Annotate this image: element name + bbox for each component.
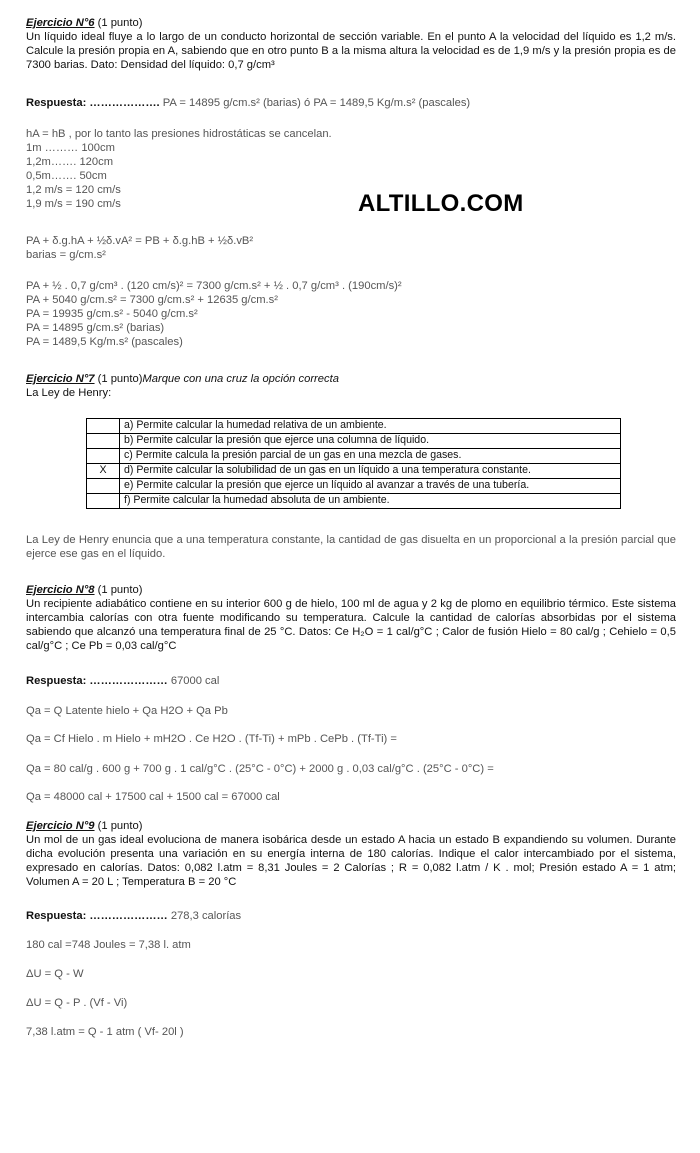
option-mark[interactable]: [87, 449, 120, 464]
ex6-conv-3: 1,2 m/s = 120 cm/s: [26, 184, 121, 196]
exercise-8: [26, 583, 676, 653]
ex6-step-2: PA = 19935 g/cm.s² - 5040 g/cm.s²: [26, 308, 198, 320]
ex8-line-1-wrap: [26, 732, 397, 746]
ex7-explanation: La Ley de Henry enuncia que a una temperatura constante, la cantidad de gas disuelta en un proporcional a la presión parcial que ejerce ese gas en el líquido.: [26, 534, 676, 560]
ex6-bernoulli-block: [26, 234, 253, 262]
ex6-units: barias = g/cm.s²: [26, 249, 106, 261]
ex8-line-2: Qa = 80 cal/g . 600 g + 700 g . 1 cal/g°C . (25°C - 0°C) + 2000 g . 0,03 cal/g°C . (25°C - 0°C) =: [26, 763, 494, 775]
exercise-9: [26, 819, 676, 889]
ex9-points: (1 punto): [97, 820, 143, 832]
ex8-answer-label: Respuesta: …………………: [26, 675, 168, 687]
ex8-line-2-wrap: [26, 762, 494, 776]
option-row[interactable]: [87, 449, 621, 464]
ex9-line-2-wrap: [26, 996, 127, 1010]
ex6-statement: Un líquido ideal fluye a lo largo de un conducto horizontal de sección variable. En el punto A la velocidad del líquido es 1,2 m/s. Calcule la presión propia en A, sabiendo que en otro punto B a la misma altura la velocidad es de 1,9 m/s y la presión propia es de 7300 barias. Dato: Densidad del líquido: 0,7 g/cm³: [26, 31, 676, 71]
ex8-line-3-wrap: [26, 790, 280, 804]
option-mark[interactable]: [87, 479, 120, 494]
option-mark[interactable]: [87, 494, 120, 509]
ex6-points: (1 punto): [97, 17, 143, 29]
ex6-working: [26, 127, 332, 211]
ex6-step-0: PA + ½ . 0,7 g/cm³ . (120 cm/s)² = 7300 g/cm.s² + ½ . 0,7 g/cm³ . (190cm/s)²: [26, 280, 402, 292]
watermark: ALTILLO.COM: [358, 190, 524, 217]
ex7-points: (1 punto): [97, 373, 143, 385]
option-text: c) Permite calcula la presión parcial de un gas en una mezcla de gases.: [120, 449, 621, 464]
ex8-title: Ejercicio N°8: [26, 584, 95, 596]
option-text: f) Permite calcular la humedad absoluta de un ambiente.: [120, 494, 621, 509]
ex6-steps: [26, 279, 402, 349]
ex9-line-2: ΔU = Q - P . (Vf - Vi): [26, 997, 128, 1009]
ex7-explanation-block: [26, 533, 676, 561]
ex6-conv-0: 1m ……… 100cm: [26, 142, 115, 154]
ex9-title: Ejercicio N°9: [26, 820, 95, 832]
ex7-instruction: Marque con una cruz la opción correcta: [142, 373, 339, 385]
ex7-options-table-wrap: [26, 418, 676, 509]
option-text: e) Permite calcular la presión que ejerce un líquido al avanzar a través de una tubería.: [120, 479, 621, 494]
ex8-line-0-wrap: [26, 704, 228, 718]
ex6-title: Ejercicio N°6: [26, 17, 95, 29]
ex9-line-3-wrap: [26, 1025, 184, 1039]
ex8-statement: Un recipiente adiabático contiene en su interior 600 g de hielo, 100 ml de agua y 2 kg de plomo en equilibrio térmico. Este sistema intercambia calorías con otra fuente modificando su temperatura. Calcule la cantidad de calorías absorbidas por el sistema sabiendo que alcanzó una temperatura final de 25 °C. Datos: Ce H₂O = 1 cal/g°C ; Calor de fusión Hielo = 80 cal/g ; Cehielo = 0,5 cal/g°C ; Ce Pb = 0,03 cal/g°C: [26, 598, 676, 652]
ex6-answer-label: Respuesta: ……………….: [26, 97, 160, 109]
ex8-answer: [26, 674, 219, 688]
option-mark[interactable]: [87, 434, 120, 449]
ex9-statement: Un mol de un gas ideal evoluciona de manera isobárica desde un estado A hacia un estado B expandiendo su volumen. Durante dicha evolución presenta una variación en su energía interna de 180 calorías. Indique el calor intercambiado por el sistema, expresado en calorías. Datos: 0,082 l.atm = 8,31 Joules = 2 Calorías ; R = 0,082 l.atm / K . mol; Presión estado A = 1 atm; Volumen A = 20 L ; Temperatura B = 20 °C: [26, 834, 676, 888]
option-text: b) Permite calcular la presión que ejerce una columna de líquido.: [120, 434, 621, 449]
option-row[interactable]: [87, 494, 621, 509]
ex8-points: (1 punto): [97, 584, 143, 596]
ex9-answer: [26, 909, 241, 923]
ex9-line-0: 180 cal =748 Joules = 7,38 l. atm: [26, 939, 191, 951]
ex6-h-line: hA = hB , por lo tanto las presiones hidrostáticas se cancelan.: [26, 128, 332, 140]
option-row[interactable]: [87, 434, 621, 449]
ex8-line-1: Qa = Cf Hielo . m Hielo + mH2O . Ce H2O . (Tf-Ti) + mPb . CePb . (Tf-Ti) =: [26, 733, 397, 745]
ex9-line-0-wrap: [26, 938, 191, 952]
ex6-conv-2: 0,5m……. 50cm: [26, 170, 107, 182]
ex6-answer: [26, 96, 470, 110]
ex9-answer-label: Respuesta: …………………: [26, 910, 168, 922]
ex9-answer-value: 278,3 calorías: [170, 910, 242, 922]
ex6-conv-1: 1,2m……. 120cm: [26, 156, 114, 168]
ex6-answer-value: PA = 14895 g/cm.s² (barias) ó PA = 1489,5 Kg/m.s² (pascales): [162, 97, 471, 109]
exercise-7: [26, 372, 339, 400]
ex6-step-1: PA + 5040 g/cm.s² = 7300 g/cm.s² + 12635 g/cm.s²: [26, 294, 278, 306]
ex8-line-3: Qa = 48000 cal + 17500 cal + 1500 cal = 67000 cal: [26, 791, 280, 803]
ex7-options-table: [86, 418, 621, 509]
ex6-step-3: PA = 14895 g/cm.s² (barias): [26, 322, 165, 334]
ex9-line-3: 7,38 l.atm = Q - 1 atm ( Vf- 20l ): [26, 1026, 184, 1038]
ex9-line-1: ΔU = Q - W: [26, 968, 84, 980]
ex8-answer-value: 67000 cal: [170, 675, 220, 687]
option-text: a) Permite calcular la humedad relativa de un ambiente.: [120, 419, 621, 434]
ex6-conv-4: 1,9 m/s = 190 cm/s: [26, 198, 121, 210]
ex7-question: La Ley de Henry:: [26, 387, 112, 399]
option-row[interactable]: [87, 479, 621, 494]
exercise-6: [26, 16, 676, 72]
ex6-bernoulli: PA + δ.g.hA + ½δ.vA² = PB + δ.g.hB + ½δ.vB²: [26, 235, 254, 247]
option-row[interactable]: [87, 419, 621, 434]
option-mark[interactable]: [87, 419, 120, 434]
option-row[interactable]: [87, 464, 621, 479]
ex8-line-0: Qa = Q Latente hielo + Qa H2O + Qa Pb: [26, 705, 228, 717]
option-text: d) Permite calcular la solubilidad de un gas en un líquido a una temperatura constante.: [120, 464, 621, 479]
ex7-title: Ejercicio N°7: [26, 373, 95, 385]
ex9-line-1-wrap: [26, 967, 84, 981]
ex6-step-4: PA = 1489,5 Kg/m.s² (pascales): [26, 336, 183, 348]
option-mark[interactable]: X: [87, 464, 120, 479]
